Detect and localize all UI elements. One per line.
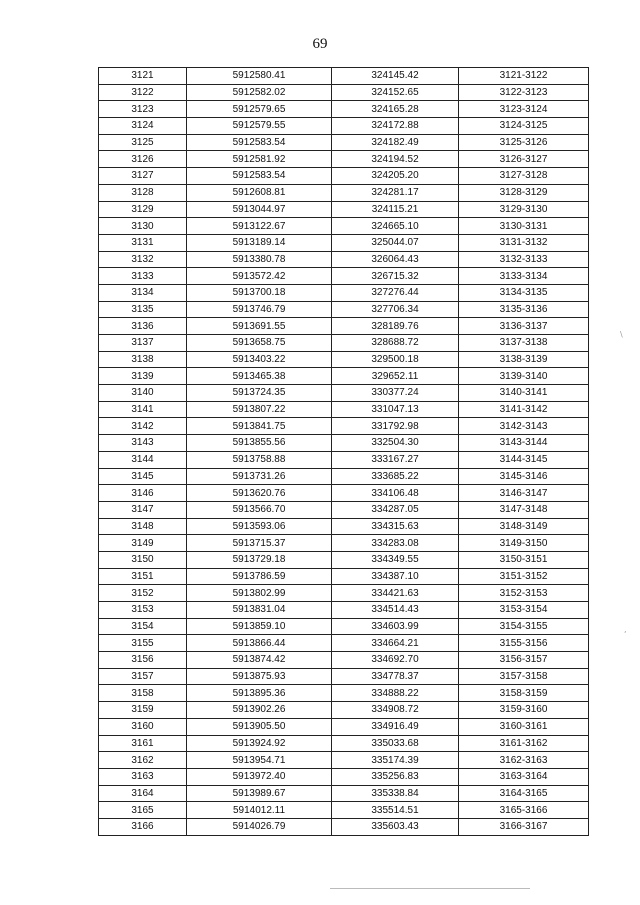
x-coordinate-cell: 5914012.11 bbox=[187, 802, 332, 819]
table-row bbox=[99, 268, 589, 285]
x-coordinate-cell: 5913593.06 bbox=[187, 518, 332, 535]
table-row bbox=[99, 752, 589, 769]
point-number-cell: 3137 bbox=[99, 335, 187, 352]
x-coordinate-cell: 5913620.76 bbox=[187, 485, 332, 502]
point-number-cell: 3136 bbox=[99, 318, 187, 335]
table-row bbox=[99, 685, 589, 702]
y-coordinate-cell: 324172.88 bbox=[332, 118, 459, 135]
point-number-cell: 3149 bbox=[99, 535, 187, 552]
segment-cell: 3121-3122 bbox=[459, 68, 589, 85]
x-coordinate-cell: 5913566.70 bbox=[187, 501, 332, 518]
y-coordinate-cell: 328189.76 bbox=[332, 318, 459, 335]
segment-cell: 3146-3147 bbox=[459, 485, 589, 502]
segment-cell: 3123-3124 bbox=[459, 101, 589, 118]
y-coordinate-cell: 334106.48 bbox=[332, 485, 459, 502]
segment-cell: 3147-3148 bbox=[459, 501, 589, 518]
coordinates-table bbox=[98, 67, 589, 836]
segment-cell: 3142-3143 bbox=[459, 418, 589, 435]
point-number-cell: 3131 bbox=[99, 234, 187, 251]
segment-cell: 3153-3154 bbox=[459, 602, 589, 619]
y-coordinate-cell: 333685.22 bbox=[332, 468, 459, 485]
x-coordinate-cell: 5912580.41 bbox=[187, 68, 332, 85]
point-number-cell: 3135 bbox=[99, 301, 187, 318]
y-coordinate-cell: 324145.42 bbox=[332, 68, 459, 85]
table-row bbox=[99, 602, 589, 619]
x-coordinate-cell: 5913895.36 bbox=[187, 685, 332, 702]
table-row bbox=[99, 385, 589, 402]
segment-cell: 3149-3150 bbox=[459, 535, 589, 552]
table-row bbox=[99, 485, 589, 502]
table-row bbox=[99, 251, 589, 268]
y-coordinate-cell: 335174.39 bbox=[332, 752, 459, 769]
x-coordinate-cell: 5913189.14 bbox=[187, 234, 332, 251]
segment-cell: 3145-3146 bbox=[459, 468, 589, 485]
table-row bbox=[99, 635, 589, 652]
x-coordinate-cell: 5913855.56 bbox=[187, 435, 332, 452]
table-row bbox=[99, 68, 589, 85]
x-coordinate-cell: 5913758.88 bbox=[187, 451, 332, 468]
segment-cell: 3164-3165 bbox=[459, 785, 589, 802]
point-number-cell: 3125 bbox=[99, 134, 187, 151]
table-row bbox=[99, 318, 589, 335]
table-row bbox=[99, 368, 589, 385]
segment-cell: 3130-3131 bbox=[459, 218, 589, 235]
segment-cell: 3166-3167 bbox=[459, 818, 589, 835]
y-coordinate-cell: 335033.68 bbox=[332, 735, 459, 752]
segment-cell: 3124-3125 bbox=[459, 118, 589, 135]
x-coordinate-cell: 5913403.22 bbox=[187, 351, 332, 368]
point-number-cell: 3150 bbox=[99, 551, 187, 568]
y-coordinate-cell: 324665.10 bbox=[332, 218, 459, 235]
table-row bbox=[99, 335, 589, 352]
y-coordinate-cell: 334287.05 bbox=[332, 501, 459, 518]
x-coordinate-cell: 5913786.59 bbox=[187, 568, 332, 585]
point-number-cell: 3133 bbox=[99, 268, 187, 285]
x-coordinate-cell: 5912583.54 bbox=[187, 134, 332, 151]
point-number-cell: 3161 bbox=[99, 735, 187, 752]
point-number-cell: 3134 bbox=[99, 284, 187, 301]
x-coordinate-cell: 5913807.22 bbox=[187, 401, 332, 418]
point-number-cell: 3154 bbox=[99, 618, 187, 635]
point-number-cell: 3165 bbox=[99, 802, 187, 819]
segment-cell: 3143-3144 bbox=[459, 435, 589, 452]
table-row bbox=[99, 785, 589, 802]
point-number-cell: 3145 bbox=[99, 468, 187, 485]
x-coordinate-cell: 5912581.92 bbox=[187, 151, 332, 168]
point-number-cell: 3164 bbox=[99, 785, 187, 802]
point-number-cell: 3141 bbox=[99, 401, 187, 418]
point-number-cell: 3138 bbox=[99, 351, 187, 368]
x-coordinate-cell: 5913465.38 bbox=[187, 368, 332, 385]
point-number-cell: 3153 bbox=[99, 602, 187, 619]
segment-cell: 3132-3133 bbox=[459, 251, 589, 268]
point-number-cell: 3143 bbox=[99, 435, 187, 452]
table-row bbox=[99, 184, 589, 201]
table-row bbox=[99, 768, 589, 785]
table-row bbox=[99, 735, 589, 752]
x-coordinate-cell: 5913658.75 bbox=[187, 335, 332, 352]
segment-cell: 3131-3132 bbox=[459, 234, 589, 251]
y-coordinate-cell: 327276.44 bbox=[332, 284, 459, 301]
table-row bbox=[99, 668, 589, 685]
segment-cell: 3137-3138 bbox=[459, 335, 589, 352]
x-coordinate-cell: 5912582.02 bbox=[187, 84, 332, 101]
table-row bbox=[99, 518, 589, 535]
y-coordinate-cell: 324205.20 bbox=[332, 168, 459, 185]
segment-cell: 3151-3152 bbox=[459, 568, 589, 585]
point-number-cell: 3148 bbox=[99, 518, 187, 535]
point-number-cell: 3144 bbox=[99, 451, 187, 468]
segment-cell: 3158-3159 bbox=[459, 685, 589, 702]
x-coordinate-cell: 5913989.67 bbox=[187, 785, 332, 802]
y-coordinate-cell: 334916.49 bbox=[332, 718, 459, 735]
segment-cell: 3165-3166 bbox=[459, 802, 589, 819]
y-coordinate-cell: 333167.27 bbox=[332, 451, 459, 468]
y-coordinate-cell: 331047.13 bbox=[332, 401, 459, 418]
y-coordinate-cell: 334283.08 bbox=[332, 535, 459, 552]
x-coordinate-cell: 5913044.97 bbox=[187, 201, 332, 218]
y-coordinate-cell: 332504.30 bbox=[332, 435, 459, 452]
segment-cell: 3138-3139 bbox=[459, 351, 589, 368]
table-row bbox=[99, 118, 589, 135]
point-number-cell: 3155 bbox=[99, 635, 187, 652]
x-coordinate-cell: 5913902.26 bbox=[187, 702, 332, 719]
point-number-cell: 3147 bbox=[99, 501, 187, 518]
table-row bbox=[99, 234, 589, 251]
x-coordinate-cell: 5913875.93 bbox=[187, 668, 332, 685]
y-coordinate-cell: 334349.55 bbox=[332, 551, 459, 568]
point-number-cell: 3152 bbox=[99, 585, 187, 602]
y-coordinate-cell: 325044.07 bbox=[332, 234, 459, 251]
y-coordinate-cell: 334387.10 bbox=[332, 568, 459, 585]
point-number-cell: 3158 bbox=[99, 685, 187, 702]
y-coordinate-cell: 324182.49 bbox=[332, 134, 459, 151]
segment-cell: 3139-3140 bbox=[459, 368, 589, 385]
x-coordinate-cell: 5913841.75 bbox=[187, 418, 332, 435]
x-coordinate-cell: 5913905.50 bbox=[187, 718, 332, 735]
x-coordinate-cell: 5913700.18 bbox=[187, 284, 332, 301]
y-coordinate-cell: 335603.43 bbox=[332, 818, 459, 835]
point-number-cell: 3128 bbox=[99, 184, 187, 201]
segment-cell: 3160-3161 bbox=[459, 718, 589, 735]
table-row bbox=[99, 301, 589, 318]
table-row bbox=[99, 652, 589, 669]
x-coordinate-cell: 5914026.79 bbox=[187, 818, 332, 835]
y-coordinate-cell: 335338.84 bbox=[332, 785, 459, 802]
point-number-cell: 3156 bbox=[99, 652, 187, 669]
point-number-cell: 3163 bbox=[99, 768, 187, 785]
point-number-cell: 3140 bbox=[99, 385, 187, 402]
point-number-cell: 3160 bbox=[99, 718, 187, 735]
table-row bbox=[99, 451, 589, 468]
segment-cell: 3136-3137 bbox=[459, 318, 589, 335]
segment-cell: 3122-3123 bbox=[459, 84, 589, 101]
point-number-cell: 3124 bbox=[99, 118, 187, 135]
table-row bbox=[99, 501, 589, 518]
table-row bbox=[99, 702, 589, 719]
segment-cell: 3141-3142 bbox=[459, 401, 589, 418]
x-coordinate-cell: 5913572.42 bbox=[187, 268, 332, 285]
segment-cell: 3129-3130 bbox=[459, 201, 589, 218]
x-coordinate-cell: 5912608.81 bbox=[187, 184, 332, 201]
table-row bbox=[99, 802, 589, 819]
segment-cell: 3134-3135 bbox=[459, 284, 589, 301]
y-coordinate-cell: 324281.17 bbox=[332, 184, 459, 201]
y-coordinate-cell: 329652.11 bbox=[332, 368, 459, 385]
y-coordinate-cell: 334664.21 bbox=[332, 635, 459, 652]
table-row bbox=[99, 284, 589, 301]
point-number-cell: 3123 bbox=[99, 101, 187, 118]
x-coordinate-cell: 5913866.44 bbox=[187, 635, 332, 652]
x-coordinate-cell: 5913715.37 bbox=[187, 535, 332, 552]
point-number-cell: 3122 bbox=[99, 84, 187, 101]
scan-mark: \ bbox=[620, 330, 623, 339]
scan-mark: , bbox=[624, 625, 627, 634]
segment-cell: 3126-3127 bbox=[459, 151, 589, 168]
point-number-cell: 3121 bbox=[99, 68, 187, 85]
y-coordinate-cell: 324115.21 bbox=[332, 201, 459, 218]
table-row bbox=[99, 818, 589, 835]
point-number-cell: 3126 bbox=[99, 151, 187, 168]
segment-cell: 3133-3134 bbox=[459, 268, 589, 285]
point-number-cell: 3132 bbox=[99, 251, 187, 268]
point-number-cell: 3151 bbox=[99, 568, 187, 585]
point-number-cell: 3127 bbox=[99, 168, 187, 185]
y-coordinate-cell: 327706.34 bbox=[332, 301, 459, 318]
y-coordinate-cell: 334778.37 bbox=[332, 668, 459, 685]
table-row bbox=[99, 618, 589, 635]
x-coordinate-cell: 5912583.54 bbox=[187, 168, 332, 185]
y-coordinate-cell: 334514.43 bbox=[332, 602, 459, 619]
table-row bbox=[99, 101, 589, 118]
point-number-cell: 3166 bbox=[99, 818, 187, 835]
point-number-cell: 3142 bbox=[99, 418, 187, 435]
y-coordinate-cell: 334692.70 bbox=[332, 652, 459, 669]
x-coordinate-cell: 5913746.79 bbox=[187, 301, 332, 318]
segment-cell: 3125-3126 bbox=[459, 134, 589, 151]
x-coordinate-cell: 5912579.65 bbox=[187, 101, 332, 118]
table-row bbox=[99, 435, 589, 452]
coordinates-table-body bbox=[99, 68, 589, 836]
y-coordinate-cell: 326064.43 bbox=[332, 251, 459, 268]
x-coordinate-cell: 5913972.40 bbox=[187, 768, 332, 785]
segment-cell: 3150-3151 bbox=[459, 551, 589, 568]
x-coordinate-cell: 5913954.71 bbox=[187, 752, 332, 769]
segment-cell: 3144-3145 bbox=[459, 451, 589, 468]
table-row bbox=[99, 535, 589, 552]
table-row bbox=[99, 418, 589, 435]
table-row bbox=[99, 134, 589, 151]
y-coordinate-cell: 326715.32 bbox=[332, 268, 459, 285]
segment-cell: 3135-3136 bbox=[459, 301, 589, 318]
y-coordinate-cell: 335256.83 bbox=[332, 768, 459, 785]
point-number-cell: 3157 bbox=[99, 668, 187, 685]
table-row bbox=[99, 218, 589, 235]
segment-cell: 3152-3153 bbox=[459, 585, 589, 602]
segment-cell: 3156-3157 bbox=[459, 652, 589, 669]
x-coordinate-cell: 5913122.67 bbox=[187, 218, 332, 235]
segment-cell: 3162-3163 bbox=[459, 752, 589, 769]
table-row bbox=[99, 551, 589, 568]
y-coordinate-cell: 334888.22 bbox=[332, 685, 459, 702]
segment-cell: 3155-3156 bbox=[459, 635, 589, 652]
y-coordinate-cell: 331792.98 bbox=[332, 418, 459, 435]
table-row bbox=[99, 151, 589, 168]
x-coordinate-cell: 5912579.55 bbox=[187, 118, 332, 135]
table-row bbox=[99, 585, 589, 602]
point-number-cell: 3146 bbox=[99, 485, 187, 502]
y-coordinate-cell: 334421.63 bbox=[332, 585, 459, 602]
segment-cell: 3127-3128 bbox=[459, 168, 589, 185]
segment-cell: 3140-3141 bbox=[459, 385, 589, 402]
point-number-cell: 3162 bbox=[99, 752, 187, 769]
y-coordinate-cell: 334315.63 bbox=[332, 518, 459, 535]
x-coordinate-cell: 5913802.99 bbox=[187, 585, 332, 602]
table-row bbox=[99, 168, 589, 185]
x-coordinate-cell: 5913724.35 bbox=[187, 385, 332, 402]
x-coordinate-cell: 5913874.42 bbox=[187, 652, 332, 669]
y-coordinate-cell: 334908.72 bbox=[332, 702, 459, 719]
x-coordinate-cell: 5913731.26 bbox=[187, 468, 332, 485]
table-row bbox=[99, 468, 589, 485]
segment-cell: 3128-3129 bbox=[459, 184, 589, 201]
x-coordinate-cell: 5913859.10 bbox=[187, 618, 332, 635]
scan-edge-line bbox=[330, 888, 530, 889]
page-number: 69 bbox=[312, 36, 328, 52]
segment-cell: 3163-3164 bbox=[459, 768, 589, 785]
segment-cell: 3161-3162 bbox=[459, 735, 589, 752]
table-row bbox=[99, 568, 589, 585]
table-row bbox=[99, 84, 589, 101]
y-coordinate-cell: 329500.18 bbox=[332, 351, 459, 368]
y-coordinate-cell: 334603.99 bbox=[332, 618, 459, 635]
table-row bbox=[99, 718, 589, 735]
y-coordinate-cell: 324165.28 bbox=[332, 101, 459, 118]
x-coordinate-cell: 5913691.55 bbox=[187, 318, 332, 335]
point-number-cell: 3159 bbox=[99, 702, 187, 719]
segment-cell: 3159-3160 bbox=[459, 702, 589, 719]
y-coordinate-cell: 324152.65 bbox=[332, 84, 459, 101]
y-coordinate-cell: 330377.24 bbox=[332, 385, 459, 402]
table-row bbox=[99, 401, 589, 418]
y-coordinate-cell: 328688.72 bbox=[332, 335, 459, 352]
y-coordinate-cell: 335514.51 bbox=[332, 802, 459, 819]
y-coordinate-cell: 324194.52 bbox=[332, 151, 459, 168]
point-number-cell: 3130 bbox=[99, 218, 187, 235]
segment-cell: 3148-3149 bbox=[459, 518, 589, 535]
x-coordinate-cell: 5913729.18 bbox=[187, 551, 332, 568]
x-coordinate-cell: 5913831.04 bbox=[187, 602, 332, 619]
x-coordinate-cell: 5913380.78 bbox=[187, 251, 332, 268]
point-number-cell: 3139 bbox=[99, 368, 187, 385]
x-coordinate-cell: 5913924.92 bbox=[187, 735, 332, 752]
point-number-cell: 3129 bbox=[99, 201, 187, 218]
segment-cell: 3157-3158 bbox=[459, 668, 589, 685]
segment-cell: 3154-3155 bbox=[459, 618, 589, 635]
table-row bbox=[99, 201, 589, 218]
table-row bbox=[99, 351, 589, 368]
